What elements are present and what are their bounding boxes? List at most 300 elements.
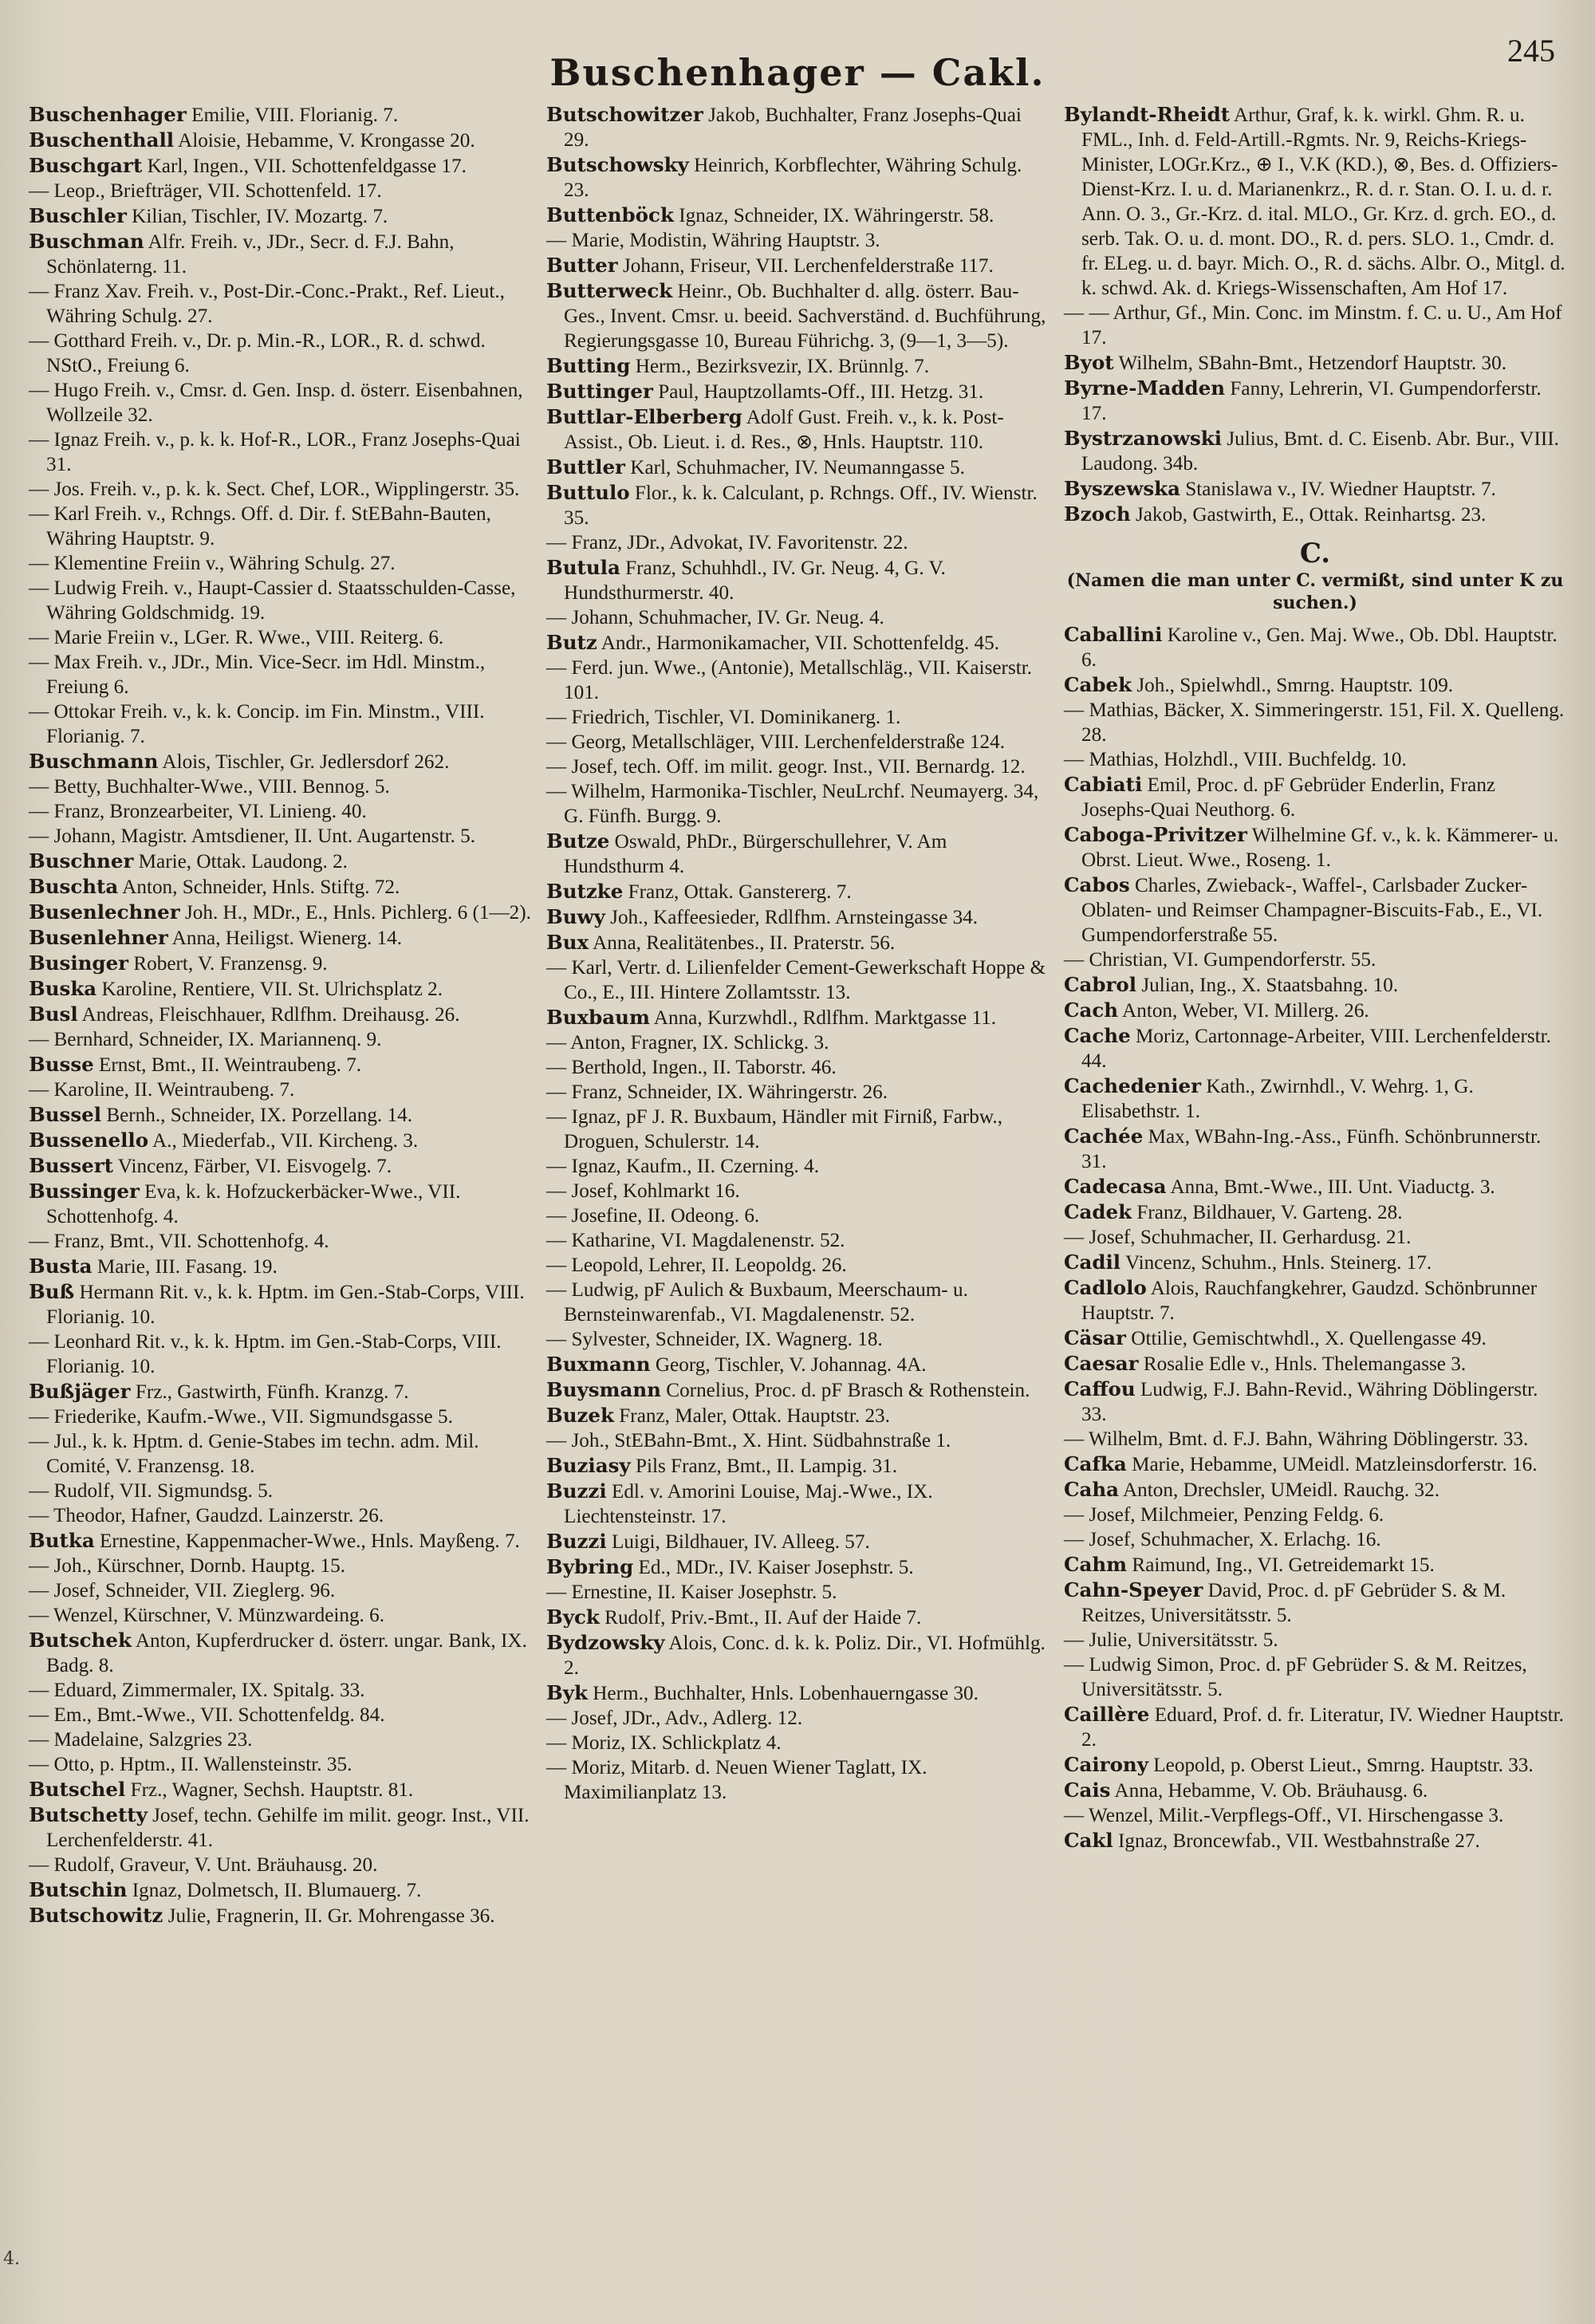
directory-entry	[29, 1002, 531, 1027]
entry-details: Anton, Schneider, Hnls. Stiftg. 72.	[122, 876, 400, 898]
entry-details: Frz., Gastwirth, Fünfh. Kranzg. 7.	[135, 1381, 409, 1403]
directory-entry	[29, 1678, 531, 1703]
entry-details: Luigi, Bildhauer, IV. Alleeg. 57.	[611, 1531, 870, 1553]
entry-details: Franz, Maler, Ottak. Hauptstr. 23.	[619, 1405, 890, 1427]
entry-surname: Cabek	[1064, 673, 1132, 696]
directory-entry	[29, 427, 531, 477]
directory-entry	[1064, 1702, 1566, 1752]
entry-surname: Butze	[546, 829, 610, 853]
entry-details: — Josef, Kohlmarkt 16.	[546, 1180, 740, 1202]
entry-details: — Ferd. jun. Wwe., (Antonie), Metallschläg., VII. Kaiserstr. 101.	[546, 657, 1033, 703]
directory-entry	[1064, 972, 1566, 998]
directory-entry	[1064, 1828, 1566, 1853]
directory-entry	[1064, 1325, 1566, 1351]
entry-details: — Wenzel, Milit.-Verpflegs-Off., VI. Hirschengasse 3.	[1064, 1805, 1504, 1826]
entry-details: Pils Franz, Bmt., II. Lampig. 31.	[635, 1455, 898, 1477]
entry-surname: Butterweck	[546, 279, 673, 302]
directory-entry	[29, 625, 531, 650]
entry-details: Joh. H., MDr., E., Hnls. Pichlerg. 6 (1—2).	[184, 902, 531, 924]
directory-entry	[546, 1605, 1049, 1630]
entry-surname: Cabiati	[1064, 773, 1143, 796]
entry-surname: Cakl	[1064, 1829, 1113, 1852]
directory-entry	[546, 1005, 1049, 1030]
entry-details: Georg, Tischler, V. Johannag. 4A.	[655, 1354, 927, 1376]
column-2	[546, 102, 1049, 1928]
entry-details: — Ignaz, pF J. R. Buxbaum, Händler mit Firniß, Farbw., Droguen, Schulerstr. 14.	[546, 1106, 1003, 1152]
directory-entry	[29, 1254, 531, 1279]
entry-details: — Josef, Schuhmacher, II. Gerhardusg. 21.	[1064, 1227, 1412, 1248]
entry-surname: Bux	[546, 931, 589, 954]
entry-details: Kilian, Tischler, IV. Mozartg. 7.	[132, 206, 388, 227]
directory-entry	[546, 605, 1049, 630]
entry-surname: Bystrzanowski	[1064, 427, 1223, 450]
directory-entry	[546, 152, 1049, 203]
entry-surname: Cabos	[1064, 873, 1130, 896]
entry-details: — Josef, tech. Off. im milit. geogr. Inst., VII. Bernardg. 12.	[546, 756, 1026, 778]
directory-entry	[546, 1580, 1049, 1605]
entry-surname: Butka	[29, 1529, 95, 1552]
entry-surname: Butschowsky	[546, 153, 689, 176]
entry-details: Herm., Bezirksvezir, IX. Brünnlg. 7.	[635, 356, 930, 377]
entry-surname: Buzek	[546, 1404, 614, 1427]
entry-details: Karoline, Rentiere, VII. St. Ulrichsplatz 2.	[101, 979, 443, 1000]
directory-entry	[1064, 1073, 1566, 1124]
entry-surname: Cabrol	[1064, 973, 1137, 996]
entry-surname: Buschgart	[29, 154, 143, 177]
directory-entry	[29, 1777, 531, 1802]
directory-entry	[29, 1752, 531, 1777]
entry-details: Herm., Buchhalter, Hnls. Lobenhauerngasse 30.	[593, 1683, 979, 1704]
entry-surname: Caesar	[1064, 1352, 1139, 1375]
directory-entry	[546, 1030, 1049, 1055]
directory-entry	[1064, 1578, 1566, 1628]
entry-details: — Josefine, II. Odeong. 6.	[546, 1205, 760, 1227]
entry-details: Alois, Tischler, Gr. Jedlersdorf 262.	[162, 751, 450, 773]
entry-surname: Bybring	[546, 1555, 634, 1578]
entry-details: — Joh., Kürschner, Dornb. Hauptg. 15.	[29, 1555, 346, 1577]
directory-entry	[1064, 998, 1566, 1023]
entry-columns	[29, 102, 1566, 1928]
directory-entry	[546, 1203, 1049, 1228]
entry-surname: Buß	[29, 1280, 75, 1303]
entry-details: — Eduard, Zimmermaler, IX. Spitalg. 33.	[29, 1680, 365, 1701]
directory-entry	[546, 1403, 1049, 1428]
entry-surname: Cais	[1064, 1778, 1111, 1802]
directory-entry	[1064, 1225, 1566, 1250]
directory-entry	[29, 128, 531, 153]
entry-surname: Cadlolo	[1064, 1276, 1147, 1299]
entry-details: Rosalie Edle v., Hnls. Thelemangasse 3.	[1143, 1353, 1467, 1375]
entry-surname: Buschenhager	[29, 103, 187, 126]
entry-details: Arthur, Graf, k. k. wirkl. Ghm. R. u. FML., Inh. d. Feld-Artill.-Rgmts. Nr. 9, Reichs-Kriegs-Minister, LOGr.Krz., ⊕ I., V.K (KD.), ⊗, Bes. d. Offiziers-Dienst-Krz. I. u. d. Marianenkrz., R. d. r. Stan. O. I. u. d. r. Ann. O. 3., Gr.-Krz. d. ital. MLO., Gr. Krz. d. grch. EO., d. serb. Tak. O. u. d. mont. DO., R. d. pers. SLO. 1., Cmdr. d. fr. ELeg. u. d. bayr. Mich. O., R. d. sächs. Albr. O., Mitgl. d. k. schwd. Ak. d. Kriegs-Wissenschaften, Am Hof 17.	[1081, 104, 1565, 299]
directory-entry	[1064, 1628, 1566, 1652]
directory-entry	[546, 1630, 1049, 1680]
entry-details: Rudolf, Priv.-Bmt., II. Auf der Haide 7.	[605, 1607, 922, 1629]
column-1	[29, 102, 531, 1928]
directory-entry	[29, 951, 531, 976]
directory-entry	[1064, 502, 1566, 527]
entry-surname: Butzke	[546, 880, 624, 903]
entry-surname: Cach	[1064, 999, 1119, 1022]
entry-details: A., Miederfab., VII. Kircheng. 3.	[152, 1130, 419, 1152]
entry-surname: Butschetty	[29, 1803, 148, 1826]
entry-details: — Leop., Briefträger, VII. Schottenfeld. 17.	[29, 180, 382, 202]
entry-details: — Wilhelm, Bmt. d. F.J. Bahn, Währing Döblingerstr. 33.	[1064, 1428, 1529, 1450]
directory-entry	[546, 1080, 1049, 1105]
entry-surname: Busenlehner	[29, 926, 168, 949]
directory-entry	[1064, 1652, 1566, 1702]
directory-entry	[29, 874, 531, 900]
directory-entry	[546, 278, 1049, 353]
entry-details: Cornelius, Proc. d. pF Brasch & Rothenstein.	[666, 1380, 1030, 1401]
entry-details: Bernh., Schneider, IX. Porzellang. 14.	[106, 1105, 413, 1126]
directory-entry	[1064, 350, 1566, 376]
entry-details: — Jos. Freih. v., p. k. k. Sect. Chef, LOR., Wipplingerstr. 35.	[29, 479, 520, 500]
entry-details: — Ignaz Freih. v., p. k. k. Hof-R., LOR., Franz Josephs-Quai 31.	[29, 429, 521, 475]
entry-surname: Bussenello	[29, 1129, 149, 1152]
directory-entry	[546, 656, 1049, 705]
entry-surname: Businger	[29, 951, 129, 975]
entry-details: — Franz, Schneider, IX. Währingerstr. 26.	[546, 1081, 888, 1103]
entry-details: Moriz, Cartonnage-Arbeiter, VIII. Lerchenfelderstr. 44.	[1081, 1026, 1551, 1072]
directory-entry	[546, 1055, 1049, 1080]
directory-entry	[29, 849, 531, 874]
entry-details: Adolf Gust. Freih. v., k. k. Post-Assist., Ob. Lieut. i. d. Res., ⊗, Hnls. Hauptstr. 110.	[564, 407, 1004, 453]
directory-entry	[1064, 772, 1566, 822]
directory-entry	[29, 1802, 531, 1853]
entry-details: — Sylvester, Schneider, IX. Wagnerg. 18.	[546, 1329, 883, 1350]
entry-surname: Buxmann	[546, 1353, 651, 1376]
directory-entry	[1064, 1552, 1566, 1578]
directory-entry	[546, 955, 1049, 1005]
directory-entry	[29, 502, 531, 551]
directory-entry	[1064, 1503, 1566, 1527]
entry-details: David, Proc. d. pF Gebrüder S. & M. Reitzes, Universitätsstr. 5.	[1081, 1580, 1506, 1626]
entry-details: — Klementine Freiin v., Währing Schulg. 27.	[29, 553, 396, 574]
entry-details: — Leonhard Rit. v., k. k. Hptm. im Gen.-Stab-Corps, VIII. Florianig. 10.	[29, 1331, 502, 1377]
directory-entry	[546, 879, 1049, 904]
entry-details: — Friederike, Kaufm.-Wwe., VII. Sigmundsgasse 5.	[29, 1406, 453, 1428]
entry-details: Andreas, Fleischhauer, Rdlfhm. Dreihausg. 26.	[81, 1004, 460, 1026]
entry-details: Julie, Fragnerin, II. Gr. Mohrengasse 36.	[167, 1905, 495, 1927]
entry-details: — Franz Xav. Freih. v., Post-Dir.-Conc.-Prakt., Ref. Lieut., Währing Schulg. 27.	[29, 281, 505, 327]
entry-details: Edl. v. Amorini Louise, Maj.-Wwe., IX. Liechtensteinstr. 17.	[564, 1481, 933, 1527]
directory-entry	[546, 829, 1049, 879]
entry-surname: Cache	[1064, 1024, 1131, 1047]
entry-surname: Butschin	[29, 1878, 128, 1901]
directory-entry	[546, 904, 1049, 930]
margin-mark: 4.	[3, 2249, 20, 2269]
entry-details: Aloisie, Hebamme, V. Krongasse 20.	[178, 130, 475, 152]
directory-entry	[29, 1179, 531, 1229]
directory-entry	[1064, 747, 1566, 772]
directory-entry	[1064, 301, 1566, 350]
directory-entry	[29, 1329, 531, 1379]
directory-entry	[1064, 1199, 1566, 1225]
entry-details: Ignaz, Schneider, IX. Währingerstr. 58.	[679, 205, 994, 226]
entry-details: — Ludwig Freih. v., Haupt-Cassier d. Staatsschulden-Casse, Währing Goldschmidg. 19.	[29, 577, 516, 624]
directory-entry	[29, 1279, 531, 1329]
directory-entry	[546, 1428, 1049, 1453]
entry-surname: Buzzi	[546, 1530, 607, 1553]
entry-details: Anton, Drechsler, UMeidl. Rauchg. 32.	[1122, 1479, 1439, 1501]
entry-surname: Buschner	[29, 849, 134, 872]
entry-surname: Butschowitz	[29, 1904, 163, 1927]
directory-entry	[546, 730, 1049, 754]
directory-entry	[29, 1578, 531, 1603]
entry-details: — Joh., StEBahn-Bmt., X. Hint. Südbahnstraße 1.	[546, 1430, 951, 1452]
entry-surname: Caffou	[1064, 1377, 1136, 1400]
directory-entry	[546, 1154, 1049, 1179]
directory-entry	[29, 102, 531, 128]
directory-entry	[29, 1603, 531, 1628]
entry-details: — Anton, Fragner, IX. Schlickg. 3.	[546, 1032, 829, 1054]
entry-details: Jakob, Buchhalter, Franz Josephs-Quai 29.	[564, 104, 1022, 151]
entry-details: Anna, Kurzwhdl., Rdlfhm. Marktgasse 11.	[653, 1007, 997, 1029]
column-3	[1064, 102, 1566, 1928]
directory-entry	[29, 824, 531, 849]
directory-entry	[546, 1105, 1049, 1154]
entry-details: Emilie, VIII. Florianig. 7.	[191, 104, 399, 126]
entry-surname: Cadecasa	[1064, 1175, 1167, 1198]
page-number: 245	[1507, 33, 1555, 69]
entry-surname: Byot	[1064, 351, 1114, 374]
entry-details: Hermann Rit. v., k. k. Hptm. im Gen.-Stab-Corps, VIII. Florianig. 10.	[46, 1282, 525, 1328]
entry-details: Max, WBahn-Ing.-Ass., Fünfh. Schönbrunnerstr. 31.	[1081, 1126, 1542, 1172]
entry-details: — Franz, JDr., Advokat, IV. Favoritenstr. 22.	[546, 532, 908, 553]
entry-details: Joh., Spielwhdl., Smrng. Hauptstr. 109.	[1136, 675, 1454, 696]
directory-entry	[29, 749, 531, 774]
directory-entry	[29, 1229, 531, 1254]
directory-entry	[29, 774, 531, 799]
directory-entry	[29, 799, 531, 824]
entry-surname: Buschta	[29, 875, 119, 898]
entry-surname: Butschek	[29, 1629, 132, 1652]
section-letter: C.	[1299, 538, 1331, 569]
directory-entry	[29, 1077, 531, 1102]
entry-details: Franz, Ottak. Ganstererg. 7.	[628, 881, 852, 903]
entry-surname: Byrne-Madden	[1064, 376, 1226, 400]
entry-details: — Ludwig, pF Aulich & Buxbaum, Meerschaum- u. Bernsteinwarenfab., VI. Magdalenenstr. 52.	[546, 1279, 968, 1325]
entry-details: — Jul., k. k. Hptm. d. Genie-Stabes im techn. adm. Mil. Comité, V. Franzensg. 18.	[29, 1431, 479, 1477]
entry-surname: Butula	[546, 556, 620, 579]
directory-entry	[29, 1153, 531, 1179]
directory-entry	[29, 229, 531, 279]
entry-details: — Franz, Bmt., VII. Schottenhofg. 4.	[29, 1231, 329, 1252]
entry-surname: Caballini	[1064, 623, 1163, 646]
section-note: (Namen die man unter C. vermißt, sind unter K zu suchen.)	[1066, 570, 1564, 613]
directory-entry	[546, 1228, 1049, 1253]
entry-surname: Bussel	[29, 1103, 102, 1126]
entry-details: Julian, Ing., X. Staatsbahng. 10.	[1141, 975, 1399, 996]
entry-surname: Butting	[546, 354, 631, 377]
entry-details: Anna, Realitätenbes., II. Praterstr. 56.	[593, 932, 896, 954]
entry-details: Paul, Hauptzollamts-Off., III. Hetzg. 31.	[658, 381, 984, 403]
directory-entry	[29, 1102, 531, 1128]
entry-details: Marie, Ottak. Laudong. 2.	[138, 851, 348, 872]
entry-details: — — Arthur, Gf., Min. Conc. im Minstm. f. C. u. U., Am Hof 17.	[1064, 302, 1562, 349]
entry-surname: Caboga-Privitzer	[1064, 823, 1247, 846]
entry-details: Vincenz, Färber, VI. Eisvogelg. 7.	[117, 1156, 392, 1177]
entry-surname: Caha	[1064, 1478, 1120, 1501]
directory-entry	[546, 1479, 1049, 1529]
directory-entry	[29, 1052, 531, 1077]
directory-entry	[546, 1377, 1049, 1403]
entry-surname: Busl	[29, 1002, 78, 1026]
directory-entry	[546, 779, 1049, 829]
entry-details: — Karl, Vertr. d. Lilienfelder Cement-Gewerkschaft Hoppe & Co., E., III. Hintere Zollamtsstr. 13.	[546, 957, 1046, 1003]
entry-surname: Cachedenier	[1064, 1074, 1202, 1097]
directory-entry	[29, 925, 531, 951]
entry-surname: Bzoch	[1064, 502, 1131, 526]
entry-details: Anton, Kupferdrucker d. österr. ungar. Bank, IX. Badg. 8.	[46, 1630, 527, 1676]
entry-details: Kath., Zwirnhdl., V. Wehrg. 1, G. Elisabethstr. 1.	[1081, 1076, 1474, 1122]
directory-entry	[29, 650, 531, 699]
entry-details: Anna, Hebamme, V. Ob. Bräuhausg. 6.	[1114, 1780, 1428, 1802]
page-header	[29, 32, 1566, 94]
directory-entry	[1064, 947, 1566, 972]
entry-surname: Buttlar-Elberberg	[546, 405, 742, 428]
directory-entry	[1064, 622, 1566, 672]
directory-entry	[29, 1404, 531, 1429]
entry-details: — Hugo Freih. v., Cmsr. d. Gen. Insp. d. österr. Eisenbahnen, Wollzeile 32.	[29, 380, 523, 426]
entry-surname: Byck	[546, 1605, 600, 1629]
directory-entry	[546, 1253, 1049, 1278]
directory-entry	[29, 699, 531, 749]
entry-details: — Marie Freiin v., LGer. R. Wwe., VIII. Reiterg. 6.	[29, 627, 444, 648]
directory-entry	[29, 976, 531, 1002]
entry-details: — Em., Bmt.-Wwe., VII. Schottenfeldg. 84.	[29, 1704, 385, 1726]
directory-entry	[1064, 1174, 1566, 1199]
entry-surname: Cadek	[1064, 1200, 1132, 1223]
directory-entry	[546, 630, 1049, 656]
entry-surname: Butschel	[29, 1778, 126, 1801]
entry-surname: Busse	[29, 1053, 94, 1076]
directory-entry	[1064, 1124, 1566, 1174]
entry-details: — Georg, Metallschläger, VIII. Lerchenfelderstraße 124.	[546, 731, 1006, 753]
entry-surname: Byszewska	[1064, 477, 1180, 500]
entry-surname: Butschowitzer	[546, 103, 703, 126]
entry-details: Joh., Kaffeesieder, Rdlfhm. Arnsteingasse 34.	[610, 907, 979, 928]
entry-surname: Bussert	[29, 1154, 113, 1177]
entry-details: — Moriz, IX. Schlickplatz 4.	[546, 1732, 782, 1754]
entry-details: Ludwig, F.J. Bahn-Revid., Währing Döblingerstr. 33.	[1081, 1379, 1538, 1425]
entry-details: Andr., Harmonikamacher, VII. Schottenfeldg. 45.	[601, 632, 1000, 654]
entry-details: Robert, V. Franzensg. 9.	[133, 953, 328, 975]
entry-details: Vincenz, Schuhm., Hnls. Steinerg. 17.	[1124, 1252, 1432, 1274]
entry-surname: Buzzi	[546, 1479, 607, 1503]
entry-details: — Julie, Universitätsstr. 5.	[1064, 1629, 1278, 1651]
directory-entry	[1064, 1275, 1566, 1325]
entry-surname: Buttinger	[546, 380, 653, 403]
entry-details: — Max Freih. v., JDr., Min. Vice-Secr. im Hdl. Minstm., Freiung 6.	[29, 652, 486, 698]
directory-entry	[29, 1727, 531, 1752]
directory-entry	[546, 203, 1049, 228]
directory-entry	[546, 404, 1049, 455]
directory-entry	[29, 378, 531, 427]
directory-entry	[546, 530, 1049, 555]
directory-entry	[546, 1453, 1049, 1479]
entry-details: Ernst, Bmt., II. Weintraubeng. 7.	[99, 1054, 362, 1076]
directory-entry	[1064, 872, 1566, 947]
entry-details: Alois, Rauchfangkehrer, Gaudzd. Schönbrunner Hauptstr. 7.	[1081, 1278, 1538, 1324]
directory-entry	[29, 1379, 531, 1404]
entry-details: Marie, III. Fasang. 19.	[96, 1256, 278, 1278]
directory-entry	[29, 1429, 531, 1479]
directory-entry	[29, 279, 531, 329]
entry-details: Julius, Bmt. d. C. Eisenb. Abr. Bur., VIII. Laudong. 34b.	[1081, 428, 1559, 475]
entry-details: — Christian, VI. Gumpendorferstr. 55.	[1064, 949, 1376, 971]
directory-entry	[29, 179, 531, 203]
entry-surname: Buttenböck	[546, 203, 674, 226]
entry-surname: Cahn-Speyer	[1064, 1578, 1203, 1601]
entry-details: Karl, Schuhmacher, IV. Neumanngasse 5.	[630, 457, 965, 479]
entry-details: Frz., Wagner, Sechsh. Hauptstr. 81.	[130, 1779, 414, 1801]
entry-details: — Mathias, Holzhdl., VIII. Buchfeldg. 10.	[1064, 749, 1407, 770]
entry-details: — Ignaz, Kaufm., II. Czerning. 4.	[546, 1156, 820, 1177]
entry-surname: Buschler	[29, 204, 127, 227]
directory-entry	[29, 1503, 531, 1528]
directory-entry	[1064, 1803, 1566, 1828]
entry-details: — Ernestine, II. Kaiser Josephstr. 5.	[546, 1582, 837, 1603]
entry-details: Emil, Proc. d. pF Gebrüder Enderlin, Franz Josephs-Quai Neuthorg. 6.	[1081, 774, 1496, 821]
directory-entry	[546, 754, 1049, 779]
directory-entry	[29, 203, 531, 229]
entry-surname: Cadil	[1064, 1251, 1121, 1274]
entry-details: — Wenzel, Kürschner, V. Münzwardeing. 6.	[29, 1605, 385, 1626]
directory-entry	[546, 1554, 1049, 1580]
directory-entry	[546, 253, 1049, 278]
directory-entry	[546, 353, 1049, 379]
entry-surname: Buwy	[546, 905, 605, 928]
directory-entry	[546, 1327, 1049, 1352]
directory-entry	[1064, 1377, 1566, 1427]
entry-details: Marie, Hebamme, UMeidl. Matzleinsdorferstr. 16.	[1132, 1454, 1538, 1475]
directory-entry	[546, 1755, 1049, 1805]
entry-details: Johann, Friseur, VII. Lerchenfelderstraße 117.	[622, 255, 994, 277]
directory-entry	[546, 705, 1049, 730]
directory-entry	[29, 1128, 531, 1153]
entry-details: — Josef, Milchmeier, Penzing Feldg. 6.	[1064, 1504, 1384, 1526]
entry-details: Josef, techn. Gehilfe im milit. geogr. Inst., VII. Lerchenfelderstr. 41.	[46, 1805, 530, 1851]
entry-surname: Buxbaum	[546, 1006, 650, 1029]
entry-details: Anna, Bmt.-Wwe., III. Unt. Viaductg. 3.	[1170, 1176, 1495, 1198]
directory-entry	[1064, 1250, 1566, 1275]
entry-details: — Franz, Bronzearbeiter, VI. Linieng. 40.	[29, 801, 367, 822]
entry-details: Raimund, Ing., VI. Getreidemarkt 15.	[1132, 1554, 1435, 1576]
entry-details: Franz, Bildhauer, V. Garteng. 28.	[1136, 1202, 1403, 1223]
entry-details: — Katharine, VI. Magdalenenstr. 52.	[546, 1230, 845, 1251]
entry-details: Leopold, p. Oberst Lieut., Smrng. Hauptstr. 33.	[1153, 1755, 1534, 1776]
entry-surname: Byk	[546, 1681, 588, 1704]
directory-entry	[1064, 102, 1566, 301]
entry-surname: Buysmann	[546, 1378, 661, 1401]
directory-entry	[1064, 1527, 1566, 1552]
entry-details: — Moriz, Mitarb. d. Neuen Wiener Taglatt, IX. Maximilianplatz 13.	[546, 1757, 927, 1803]
entry-details: — Josef, Schuhmacher, X. Erlachg. 16.	[1064, 1529, 1381, 1550]
directory-entry	[29, 900, 531, 925]
directory-entry	[546, 480, 1049, 530]
entry-surname: Buziasy	[546, 1454, 631, 1477]
directory-entry	[29, 576, 531, 625]
directory-entry	[546, 102, 1049, 152]
directory-entry	[29, 477, 531, 502]
directory-entry	[1064, 376, 1566, 426]
entry-details: Karoline v., Gen. Maj. Wwe., Ob. Dbl. Hauptstr. 6.	[1081, 624, 1558, 671]
entry-details: Stanislawa v., IV. Wiedner Hauptstr. 7.	[1185, 479, 1496, 500]
entry-details: — Marie, Modistin, Währing Hauptstr. 3.	[546, 230, 880, 251]
entry-details: — Ludwig Simon, Proc. d. pF Gebrüder S. & M. Reitzes, Universitätsstr. 5.	[1064, 1654, 1527, 1700]
